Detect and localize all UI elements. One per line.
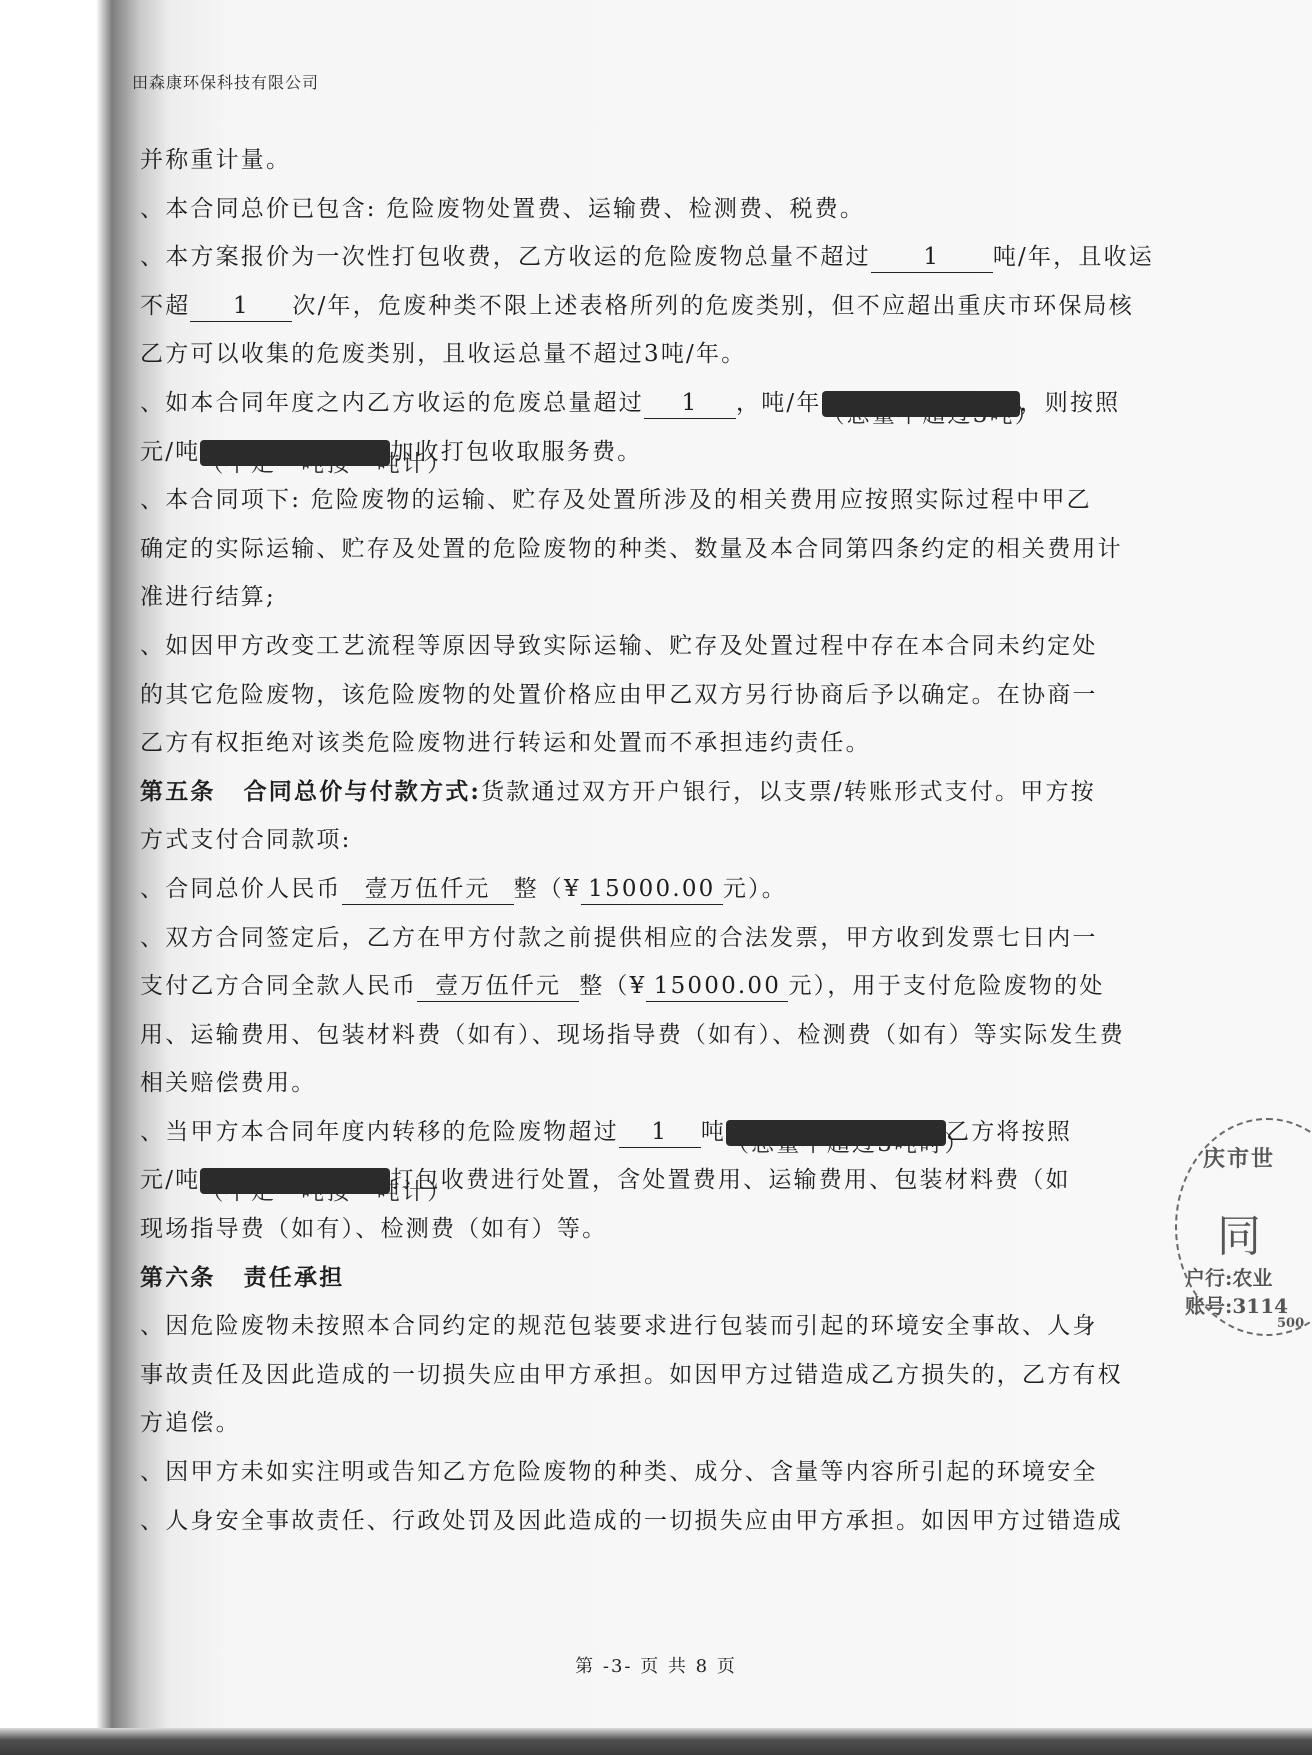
- text-line: 乙方有权拒绝对该类危险废物进行转运和处置而不承担违约责任。: [140, 730, 871, 757]
- article-title: 责任承担: [243, 1263, 345, 1291]
- fill-blank: 壹万伍仟元: [417, 971, 579, 1002]
- text-line: 乙方可以收集的危废类别，且收运总量不超过3吨/年。: [140, 341, 747, 368]
- text-line: 的其它危险废物，该危险废物的处置价格应由甲乙双方另行协商后予以确定。在协商一: [140, 681, 1098, 708]
- text-line: 元/吨（不足一吨按一吨计）加收打包收取服务费。: [140, 438, 643, 477]
- text-line: 、因甲方未如实注明或告知乙方危险废物的种类、成分、含量等内容所引起的环境安全: [140, 1459, 1098, 1486]
- fill-blank: 1: [619, 1117, 701, 1148]
- text-line: 元/吨（不足一吨按一吨计）打包收费进行处置，含处置费用、运输费用、包装材料费（如: [140, 1167, 1071, 1206]
- text-line: 不超 1 次/年，危废种类不限上述表格所列的危废类别，但不应超出重庆市环保局核: [140, 282, 1164, 331]
- text-line: 、本合同总价已包含: 危险废物处置费、运输费、检测费、税费。: [140, 195, 866, 222]
- text-line: 、本方案报价为一次性打包收费，乙方收运的危险废物总量不超过 1 吨/年，且收运: [140, 233, 1164, 282]
- text-line: 方式支付合同款项:: [140, 827, 352, 854]
- text-line: 第五条 合同总价与付款方式:货款通过双方开户银行，以支票/转账形式支付。甲方按: [140, 777, 1096, 805]
- text-line: 、人身安全事故责任、行政处罚及因此造成的一切损失应由甲方承担。如因甲方过错造成: [140, 1507, 1123, 1534]
- text-line: 事故责任及因此造成的一切损失应由甲方承担。如因甲方过错造成乙方损失的，乙方有权: [140, 1361, 1123, 1388]
- contract-body: [140, 136, 1164, 1545]
- text-line: 方追偿。: [140, 1410, 241, 1437]
- page-number: 第 -3- 页 共 8 页: [575, 1656, 737, 1677]
- text-line: 、双方合同签定后，乙方在甲方付款之前提供相应的合法发票，甲方收到发票七日内一: [140, 924, 1098, 951]
- redacted-block: （不足一吨按一吨计）: [200, 440, 390, 466]
- text-line: 现场指导费（如有）、检测费（如有）等。: [140, 1216, 608, 1243]
- redacted-block: （不足一吨按一吨计）: [200, 1168, 390, 1194]
- article-number: 第六条: [140, 1263, 216, 1291]
- company-seal: 庆市世 同 户行:农业 账号:3114 500: [1175, 1118, 1312, 1336]
- text-line: 用、运输费用、包装材料费（如有）、现场指导费（如有）、检测费（如有）等实际发生费: [140, 1021, 1125, 1048]
- text-line: 、合同总价人民币 壹万伍仟元 整（¥ 15000.00 元）。: [140, 865, 1164, 914]
- text-line: 、当甲方本合同年度内转移的危险废物超过 1 吨（总量不超过3吨时）乙方将按照: [140, 1118, 1073, 1157]
- redacted-block: （总量不超过3吨时）: [726, 1120, 946, 1146]
- text-line: 、本合同项下: 危险废物的运输、贮存及处置所涉及的相关费用应按照实际过程中甲乙: [140, 487, 1092, 514]
- company-header: 田森康环保科技有限公司: [132, 73, 320, 92]
- text-line: [140, 1254, 1164, 1303]
- fill-blank: 壹万伍仟元: [342, 874, 514, 905]
- article-number: 第五条: [140, 777, 216, 805]
- text-line: 并称重计量。: [140, 147, 292, 173]
- redacted-block: （总量不超过3吨）: [822, 391, 1020, 417]
- fill-blank: 15000.00: [581, 874, 723, 905]
- fill-blank: 1: [644, 388, 736, 419]
- fill-blank: 1: [871, 242, 993, 273]
- text-line: 、如本合同年度之内乙方收运的危废总量超过 1 ，吨/年（总量不超过3吨），则按照: [140, 389, 1121, 428]
- text-line: 确定的实际运输、贮存及处置的危险废物的种类、数量及本合同第四条约定的相关费用计: [140, 535, 1123, 562]
- text-line: 准进行结算;: [140, 584, 276, 611]
- fill-blank: 15000.00: [646, 971, 788, 1002]
- fill-blank: 1: [190, 291, 292, 322]
- text-line: 、因危险废物未按照本合同约定的规范包装要求进行包装而引起的环境安全事故、人身: [140, 1313, 1098, 1340]
- text-line: 、如因甲方改变工艺流程等原因导致实际运输、贮存及处置过程中存在本合同未约定处: [140, 632, 1098, 659]
- scan-edge: [0, 1728, 1312, 1755]
- text-line: 支付乙方合同全款人民币 壹万伍仟元 整（¥ 15000.00 元），用于支付危险废物的处: [140, 962, 1164, 1011]
- article-title: 合同总价与付款方式:: [243, 777, 482, 805]
- text-line: 相关赔偿费用。: [140, 1070, 317, 1097]
